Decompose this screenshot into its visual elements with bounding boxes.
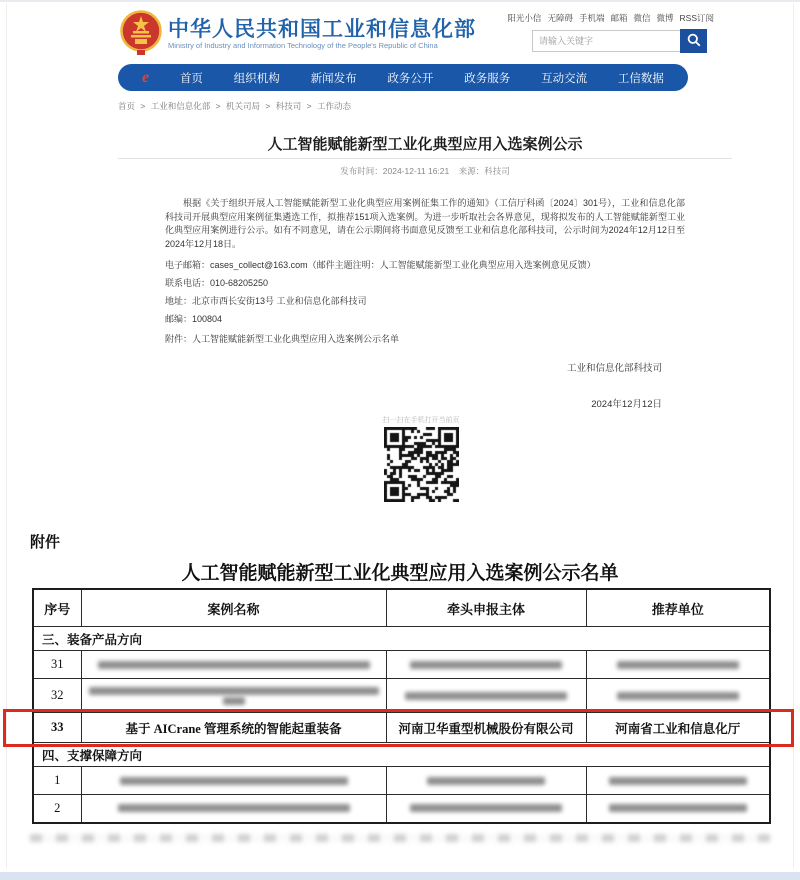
toplink-wechat[interactable]: 微信 — [633, 13, 651, 23]
redacted-case-name — [81, 651, 386, 679]
article-title: 人工智能赋能新型工业化典型应用入选案例公示 — [267, 136, 583, 153]
nav-news[interactable]: 新闻发布 — [310, 72, 357, 85]
meta-divider — [118, 158, 732, 159]
signature-department: 工业和信息化部科技司 — [566, 363, 662, 374]
redacted-recommender — [586, 767, 770, 795]
section-label-equipment: 三、装备产品方向 — [33, 627, 770, 651]
redacted-applicant — [386, 795, 586, 823]
case-recommender: 河南省工业和信息化厅 — [586, 713, 770, 743]
nav-home[interactable]: 首页 — [179, 72, 203, 85]
toplink-xiaoxin[interactable]: 阳光小信 — [507, 13, 542, 23]
contact-block — [165, 256, 685, 328]
breadcrumb-work-news[interactable]: 工作动态 — [316, 101, 351, 111]
search-icon — [687, 33, 701, 50]
attachment-list-title: 人工智能赋能新型工业化典型应用入选案例公示名单 — [181, 563, 619, 584]
site-subtitle-en: Ministry of Industry and Information Technology of the People's Republic of China — [168, 41, 438, 50]
nav-gov-open[interactable]: 政务公开 — [387, 72, 434, 85]
search-button[interactable] — [680, 29, 707, 53]
contact-phone: 联系电话：010-68205250 — [165, 278, 269, 288]
breadcrumb-separator: > — [265, 101, 271, 111]
case-no: 31 — [33, 651, 81, 679]
page-border-left — [6, 4, 7, 868]
miit-e-logo-icon: e — [142, 68, 150, 86]
page-border-right — [793, 4, 794, 868]
main-nav — [118, 64, 688, 91]
blurred-watermark — [30, 834, 770, 842]
breadcrumb-separator: > — [306, 101, 312, 111]
table-header-row — [33, 589, 770, 627]
case-applicant: 河南卫华重型机械股份有限公司 — [386, 713, 586, 743]
section-label-support: 四、支撑保障方向 — [33, 743, 770, 767]
redacted-applicant — [386, 651, 586, 679]
nav-organization[interactable]: 组织机构 — [233, 72, 280, 85]
source-label: 来源： — [458, 166, 485, 176]
redacted-recommender — [586, 679, 770, 713]
qr-caption: 扫一扫在手机打开当前页 — [382, 417, 460, 424]
site-title: 中华人民共和国工业和信息化部 — [168, 18, 476, 41]
redacted-applicant — [386, 767, 586, 795]
qr-code — [384, 427, 459, 502]
attachment-link-line[interactable]: 附件：人工智能赋能新型工业化典型应用入选案例公示名单 — [165, 334, 400, 344]
contact-email: 电子邮箱：cases_collect@163.com（邮件主题注明：人工智能赋能新型工业化典型应用入选案例意见反馈） — [165, 260, 596, 270]
source-value: 科技司 — [484, 166, 510, 176]
breadcrumb — [118, 100, 354, 112]
section-row-support — [33, 743, 770, 767]
case-table — [32, 588, 771, 824]
bottom-strip — [0, 872, 800, 880]
col-header-applicant: 牵头申报主体 — [386, 589, 586, 627]
breadcrumb-departments[interactable]: 机关司局 — [225, 101, 260, 111]
contact-postcode: 邮编：100804 — [165, 314, 223, 324]
col-header-case-name: 案例名称 — [81, 589, 386, 627]
case-no: 33 — [33, 713, 81, 743]
contact-address: 地址：北京市西长安街13号 工业和信息化部科技司 — [165, 296, 367, 306]
breadcrumb-separator: > — [215, 101, 221, 111]
case-table-wrap — [32, 588, 769, 824]
signature-date: 2024年12月12日 — [591, 399, 662, 410]
table-row-support-2 — [33, 795, 770, 823]
topbar-links — [507, 12, 714, 24]
redacted-applicant — [386, 679, 586, 713]
table-row-case-33 — [33, 713, 770, 743]
toplink-mail[interactable]: 邮箱 — [610, 13, 628, 23]
article-paragraph: 根据《关于组织开展人工智能赋能新型工业化典型应用案例征集工作的通知》（工信厅科函〔2024〕301号），工业和信息化部科技司开展典型应用案例征集遴选工作，拟推荐151项入选案例。为进一步听取社会各界意见，现将拟发布的人工智能赋能新型工业化典型应用案例进行公示。如有不同意见，请在公示期间将书面意见反馈至工业和信息化部科技司，公示时间为2024年12月12日至2024年12月18日。 — [165, 198, 685, 249]
col-header-no: 序号 — [33, 589, 81, 627]
breadcrumb-tech-dept[interactable]: 科技司 — [275, 101, 302, 111]
nav-interaction[interactable]: 互动交流 — [541, 72, 588, 85]
search-input[interactable] — [532, 30, 686, 52]
breadcrumb-home[interactable]: 首页 — [118, 101, 136, 111]
breadcrumb-separator: > — [140, 101, 146, 111]
national-emblem-logo — [120, 10, 162, 61]
toplink-weibo[interactable]: 微博 — [656, 13, 674, 23]
col-header-recommender: 推荐单位 — [586, 589, 770, 627]
nav-gov-service[interactable]: 政务服务 — [464, 72, 511, 85]
publish-time-label: 发布时间： — [340, 166, 383, 176]
section-row-equipment — [33, 627, 770, 651]
toplink-rss[interactable]: RSS订阅 — [679, 13, 714, 23]
nav-data[interactable]: 工信数据 — [617, 72, 664, 85]
redacted-recommender — [586, 651, 770, 679]
attachment-label: 附件 — [30, 534, 61, 551]
table-row-case-32 — [33, 679, 770, 713]
case-no: 2 — [33, 795, 81, 823]
case-name: 基于 AICrane 管理系统的智能起重装备 — [81, 713, 386, 743]
breadcrumb-miit[interactable]: 工业和信息化部 — [150, 101, 211, 111]
case-no: 1 — [33, 767, 81, 795]
article-meta — [118, 165, 732, 177]
table-row-support-1 — [33, 767, 770, 795]
publish-time: 2024-12-11 16:21 — [382, 166, 450, 176]
redacted-case-name — [81, 767, 386, 795]
redacted-case-name — [81, 795, 386, 823]
toplink-mobile[interactable]: 手机端 — [578, 13, 605, 23]
case-no: 32 — [33, 679, 81, 713]
redacted-case-name — [81, 679, 386, 713]
top-strip — [0, 0, 800, 2]
table-row-case-31 — [33, 651, 770, 679]
toplink-accessibility[interactable]: 无障碍 — [547, 13, 573, 23]
redacted-recommender — [586, 795, 770, 823]
